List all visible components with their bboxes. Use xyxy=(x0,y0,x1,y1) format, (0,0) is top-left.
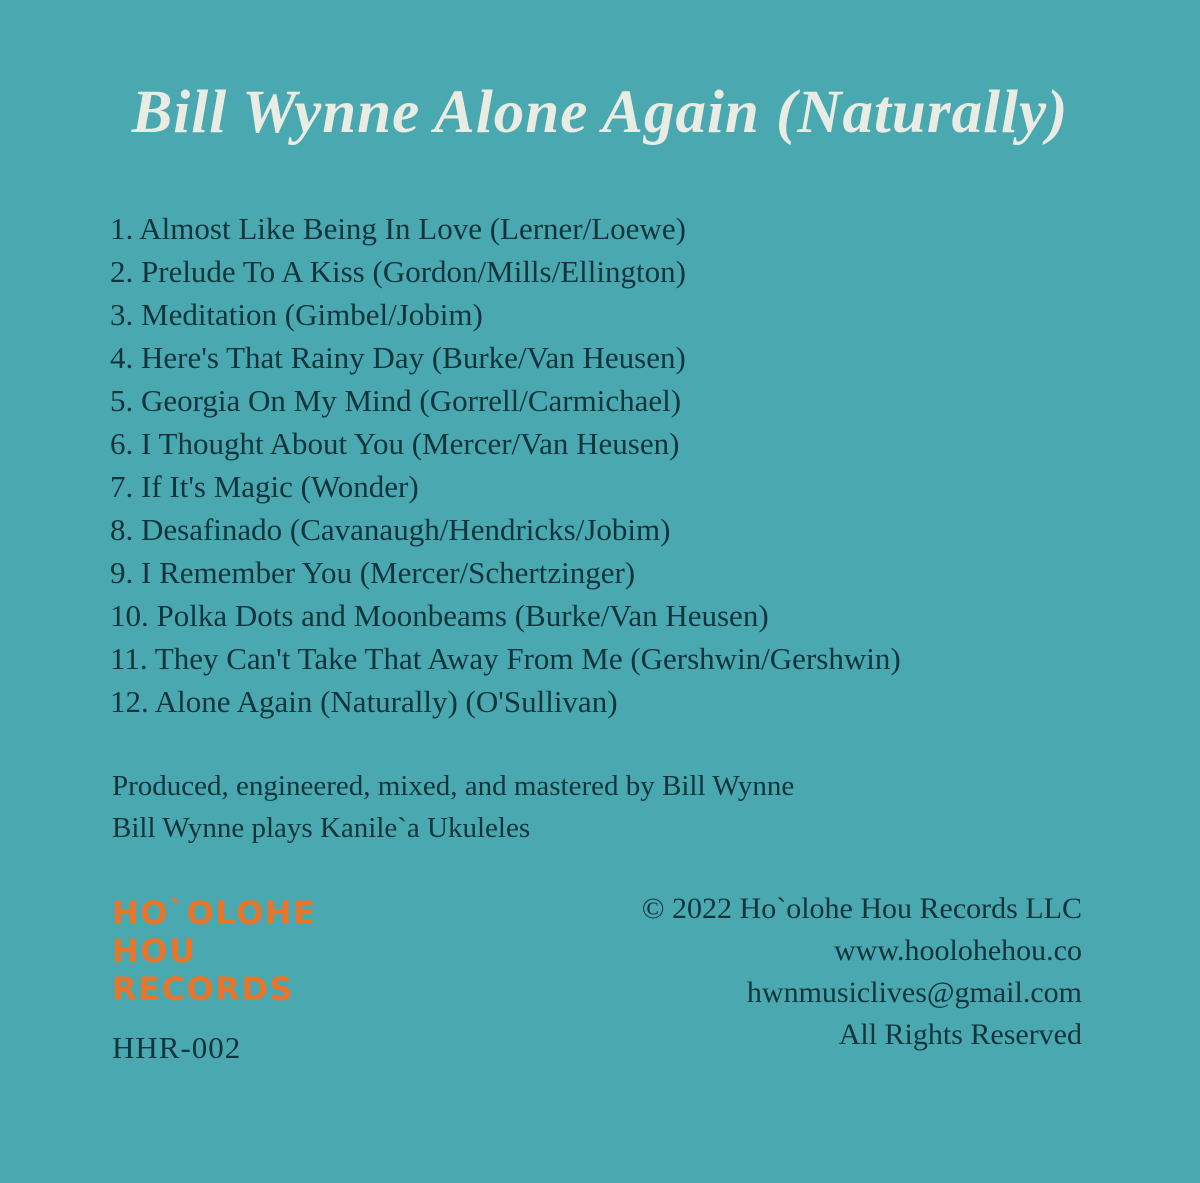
credit-line: Produced, engineered, mixed, and mastered by Bill Wynne xyxy=(112,770,795,802)
list-item: 3. Meditation (Gimbel/Jobim) xyxy=(110,297,483,332)
list-item: 6. I Thought About You (Mercer/Van Heusen) xyxy=(110,426,680,461)
credits-block xyxy=(112,765,794,849)
list-item: 10. Polka Dots and Moonbeams (Burke/Van Heusen) xyxy=(110,598,769,633)
list-item: 11. They Can't Take That Away From Me (Gershwin/Gershwin) xyxy=(110,641,901,676)
label-name-line: RECORDS xyxy=(112,970,294,1008)
list-item: 12. Alone Again (Naturally) (O'Sullivan) xyxy=(110,684,618,719)
list-item: 1. Almost Like Being In Love (Lerner/Loewe) xyxy=(110,211,686,246)
list-item: 9. I Remember You (Mercer/Schertzinger) xyxy=(110,555,636,590)
credit-line: Bill Wynne plays Kanile`a Ukuleles xyxy=(112,812,531,844)
list-item: 5. Georgia On My Mind (Gorrell/Carmichael) xyxy=(110,383,682,418)
catalog-number: HHR-002 xyxy=(112,1030,242,1065)
list-item: 8. Desafinado (Cavanaugh/Hendricks/Jobim) xyxy=(110,512,671,547)
email-line: hwnmusiclives@gmail.com xyxy=(746,976,1082,1009)
tracklist xyxy=(110,207,1110,723)
list-item: 2. Prelude To A Kiss (Gordon/Mills/Ellington) xyxy=(110,254,686,289)
copyright-contact-block xyxy=(642,888,1082,1056)
rights-line: All Rights Reserved xyxy=(838,1018,1082,1051)
label-name-line: HO`OLOHE xyxy=(112,894,317,932)
label-name-line: HOU xyxy=(112,932,197,970)
list-item: 4. Here's That Rainy Day (Burke/Van Heusen) xyxy=(110,340,686,375)
website-line: www.hoolohehou.co xyxy=(833,934,1082,967)
record-label-logo xyxy=(112,894,316,1008)
copyright-line: © 2022 Ho`olohe Hou Records LLC xyxy=(641,892,1082,925)
album-title: Bill Wynne Alone Again (Naturally) xyxy=(131,79,1069,146)
list-item: 7. If It's Magic (Wonder) xyxy=(110,469,419,504)
